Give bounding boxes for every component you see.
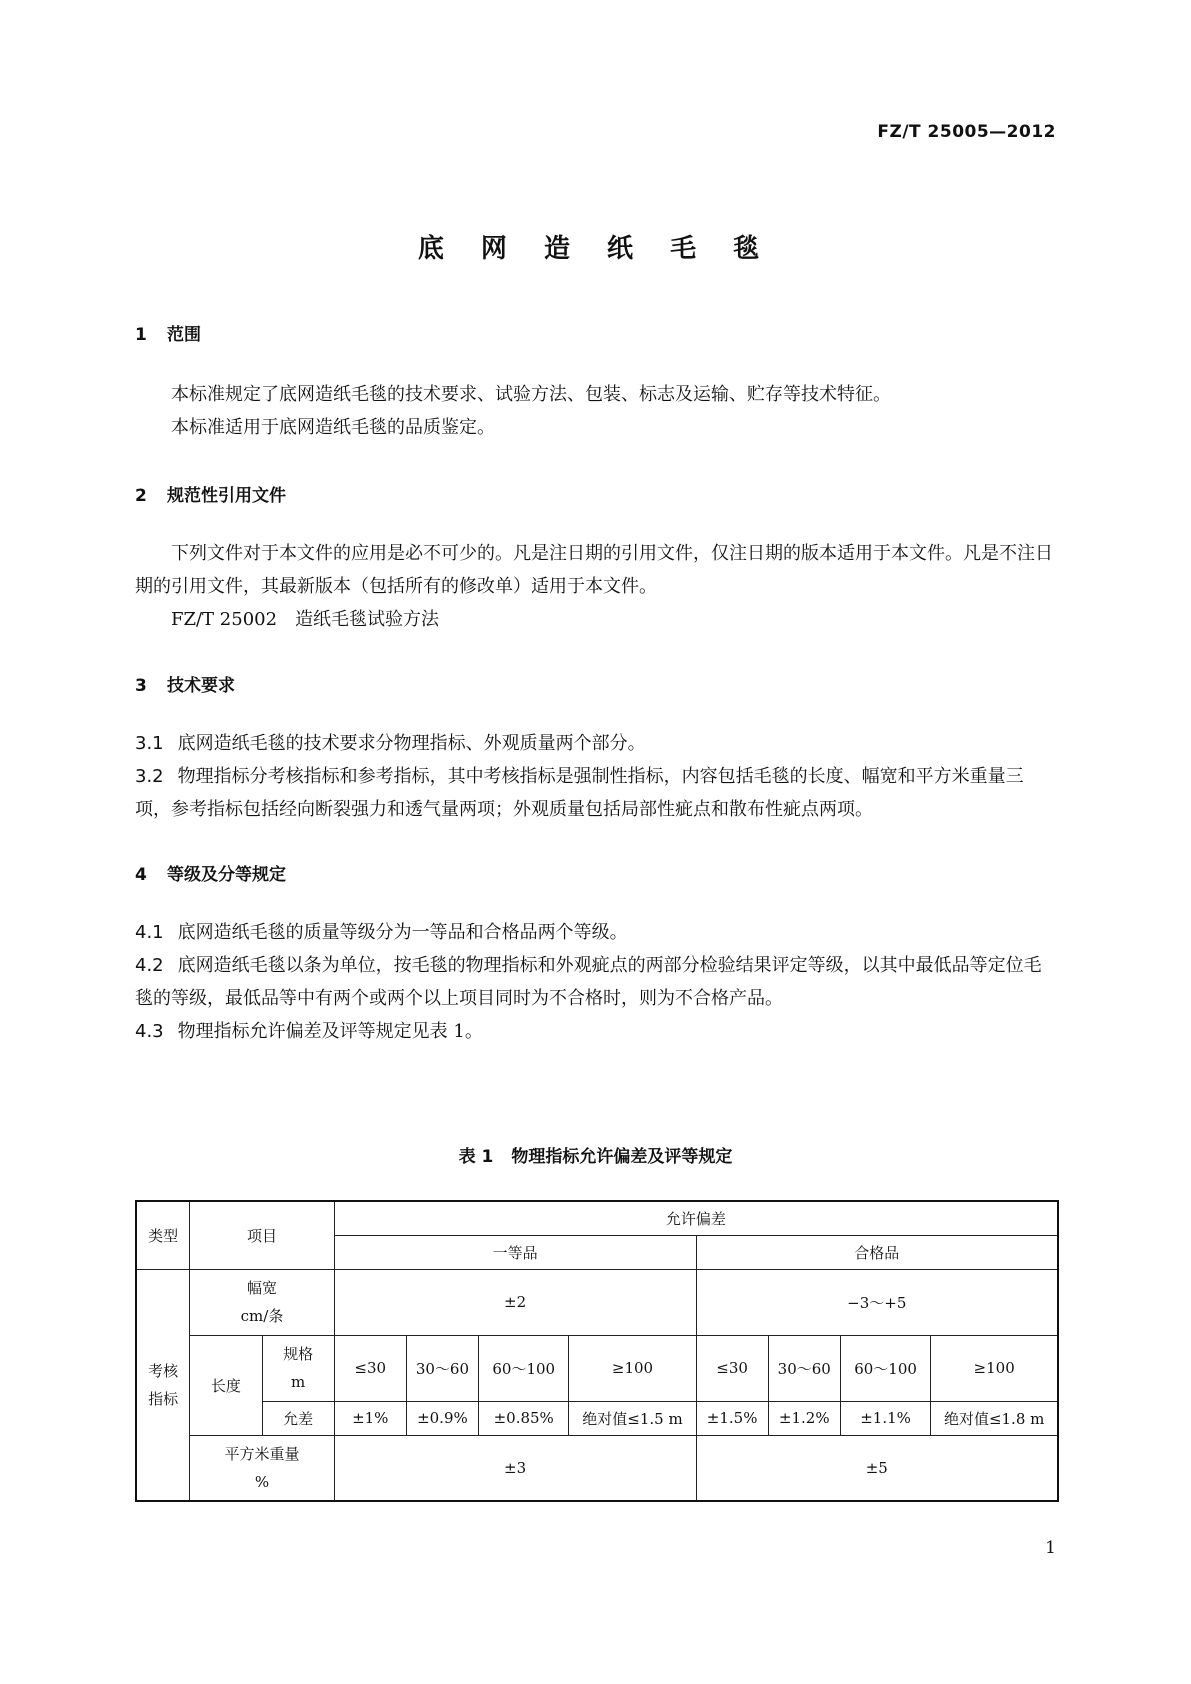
clause-4-1 — [135, 916, 1059, 949]
item-length: 长度 — [190, 1335, 262, 1435]
section-2-paragraph: 下列文件对于本文件的应用是必不可少的。凡是注日期的引用文件，仅注日期的版本适用于本文件。凡是不注日期的引用文件，其最新版本（包括所有的修改单）适用于本文件。 — [135, 543, 1053, 597]
spec-cell: ≤30 — [334, 1335, 406, 1401]
tolerance-cell: ±1.5% — [696, 1401, 768, 1435]
spec-cell: 30～60 — [406, 1335, 478, 1401]
clause-4-2 — [135, 949, 1059, 1015]
clause-number: 4.2 — [135, 955, 164, 976]
table-number: 表 1 — [458, 1147, 494, 1167]
clause-text: 底网造纸毛毯的技术要求分物理指标、外观质量两个部分。 — [177, 733, 646, 754]
section-number: 3 — [135, 676, 147, 696]
clause-number: 3.1 — [135, 733, 164, 754]
spec-cell: ≤30 — [696, 1335, 768, 1401]
section-3-heading — [135, 671, 235, 696]
section-1-paragraph-1: 本标准规定了底网造纸毛毯的技术要求、试验方法、包装、标志及运输、贮存等技术特征。 — [171, 384, 891, 405]
spec-cell: ≥100 — [569, 1335, 696, 1401]
section-number: 2 — [135, 486, 147, 506]
clause-text: 物理指标分考核指标和参考指标，其中考核指标是强制性指标，内容包括毛毯的长度、幅宽和平方米重量三项，参考指标包括经向断裂强力和透气量两项；外观质量包括局部性疵点和散布性疵点两项。 — [135, 766, 1024, 820]
table-row-gsm — [136, 1435, 1058, 1501]
spec-cell: 30～60 — [768, 1335, 840, 1401]
clause-number: 3.2 — [135, 766, 164, 787]
clause-text: 底网造纸毛毯的质量等级分为一等品和合格品两个等级。 — [177, 922, 628, 943]
table-caption — [0, 1142, 1191, 1167]
tolerance-cell: ±1.1% — [840, 1401, 930, 1435]
type-assessment — [136, 1269, 190, 1501]
section-1-heading — [135, 320, 201, 345]
clause-text: 物理指标允许偏差及评等规定见表 1。 — [177, 1021, 483, 1042]
gsm-unit: % — [254, 1472, 270, 1491]
tolerance-cell: ±0.9% — [406, 1401, 478, 1435]
clause-3-2 — [135, 760, 1059, 826]
tolerance-cell: 绝对值≤1.5 m — [569, 1401, 696, 1435]
clause-number: 4.1 — [135, 922, 164, 943]
document-title: 底 网 造 纸 毛 毯 — [417, 234, 774, 264]
section-title: 范围 — [167, 325, 201, 345]
header-type: 类型 — [136, 1201, 190, 1269]
table-row-width — [136, 1269, 1058, 1335]
section-title: 技术要求 — [167, 676, 235, 696]
physical-index-table — [135, 1200, 1059, 1502]
section-title: 等级及分等规定 — [167, 865, 286, 885]
section-2-heading — [135, 481, 286, 506]
page-number: 1 — [1045, 1538, 1056, 1558]
spec-label: 规格 — [283, 1345, 314, 1363]
section-number: 4 — [135, 865, 147, 885]
width-label: 幅宽 — [247, 1279, 278, 1297]
gsm-grade-first: ±3 — [334, 1435, 696, 1501]
type-line-1: 考核 — [148, 1361, 179, 1380]
width-unit: cm/条 — [240, 1307, 284, 1325]
tolerance-cell: ±1.2% — [768, 1401, 840, 1435]
clause-3-1 — [135, 727, 1059, 760]
reference-title: 造纸毛毯试验方法 — [295, 609, 440, 630]
width-grade-first: ±2 — [334, 1269, 696, 1335]
table-row-length-spec — [136, 1335, 1058, 1401]
clause-4-3 — [135, 1015, 1059, 1048]
standard-code: FZ/T 25005—2012 — [877, 122, 1056, 142]
section-1-paragraph-2: 本标准适用于底网造纸毛毯的品质鉴定。 — [171, 417, 495, 438]
spec-unit: m — [290, 1373, 306, 1391]
width-grade-qualified: −3～+5 — [696, 1269, 1058, 1335]
section-number: 1 — [135, 325, 147, 345]
item-gsm — [190, 1435, 334, 1501]
reference-code: FZ/T 25002 — [171, 609, 278, 630]
table-row-length-tolerance — [136, 1401, 1058, 1435]
tolerance-label: 允差 — [262, 1401, 334, 1435]
item-width — [190, 1269, 334, 1335]
header-grade-qualified: 合格品 — [696, 1235, 1058, 1269]
spec-cell: ≥100 — [931, 1335, 1058, 1401]
spec-cell: 60～100 — [478, 1335, 568, 1401]
table-caption-text: 物理指标允许偏差及评等规定 — [511, 1147, 733, 1167]
tolerance-cell: ±1% — [334, 1401, 406, 1435]
section-title: 规范性引用文件 — [167, 486, 286, 506]
header-item: 项目 — [190, 1201, 334, 1269]
header-grade-first: 一等品 — [334, 1235, 696, 1269]
spec-cell: 60～100 — [840, 1335, 930, 1401]
header-tolerance: 允许偏差 — [334, 1201, 1058, 1235]
tolerance-cell: ±0.85% — [478, 1401, 568, 1435]
clause-number: 4.3 — [135, 1021, 164, 1042]
spec-label-cell — [262, 1335, 334, 1401]
table-header-row — [136, 1201, 1058, 1235]
normative-reference — [135, 603, 1059, 636]
type-line-2: 指标 — [148, 1389, 179, 1408]
section-4-heading — [135, 860, 286, 885]
gsm-grade-qualified: ±5 — [696, 1435, 1058, 1501]
clause-text: 底网造纸毛毯以条为单位，按毛毯的物理指标和外观疵点的两部分检验结果评定等级，以其中最低品等定位毛毯的等级，最低品等中有两个或两个以上项目同时为不合格时，则为不合格产品。 — [135, 955, 1042, 1009]
gsm-label: 平方米重量 — [224, 1444, 300, 1463]
tolerance-cell: 绝对值≤1.8 m — [931, 1401, 1058, 1435]
